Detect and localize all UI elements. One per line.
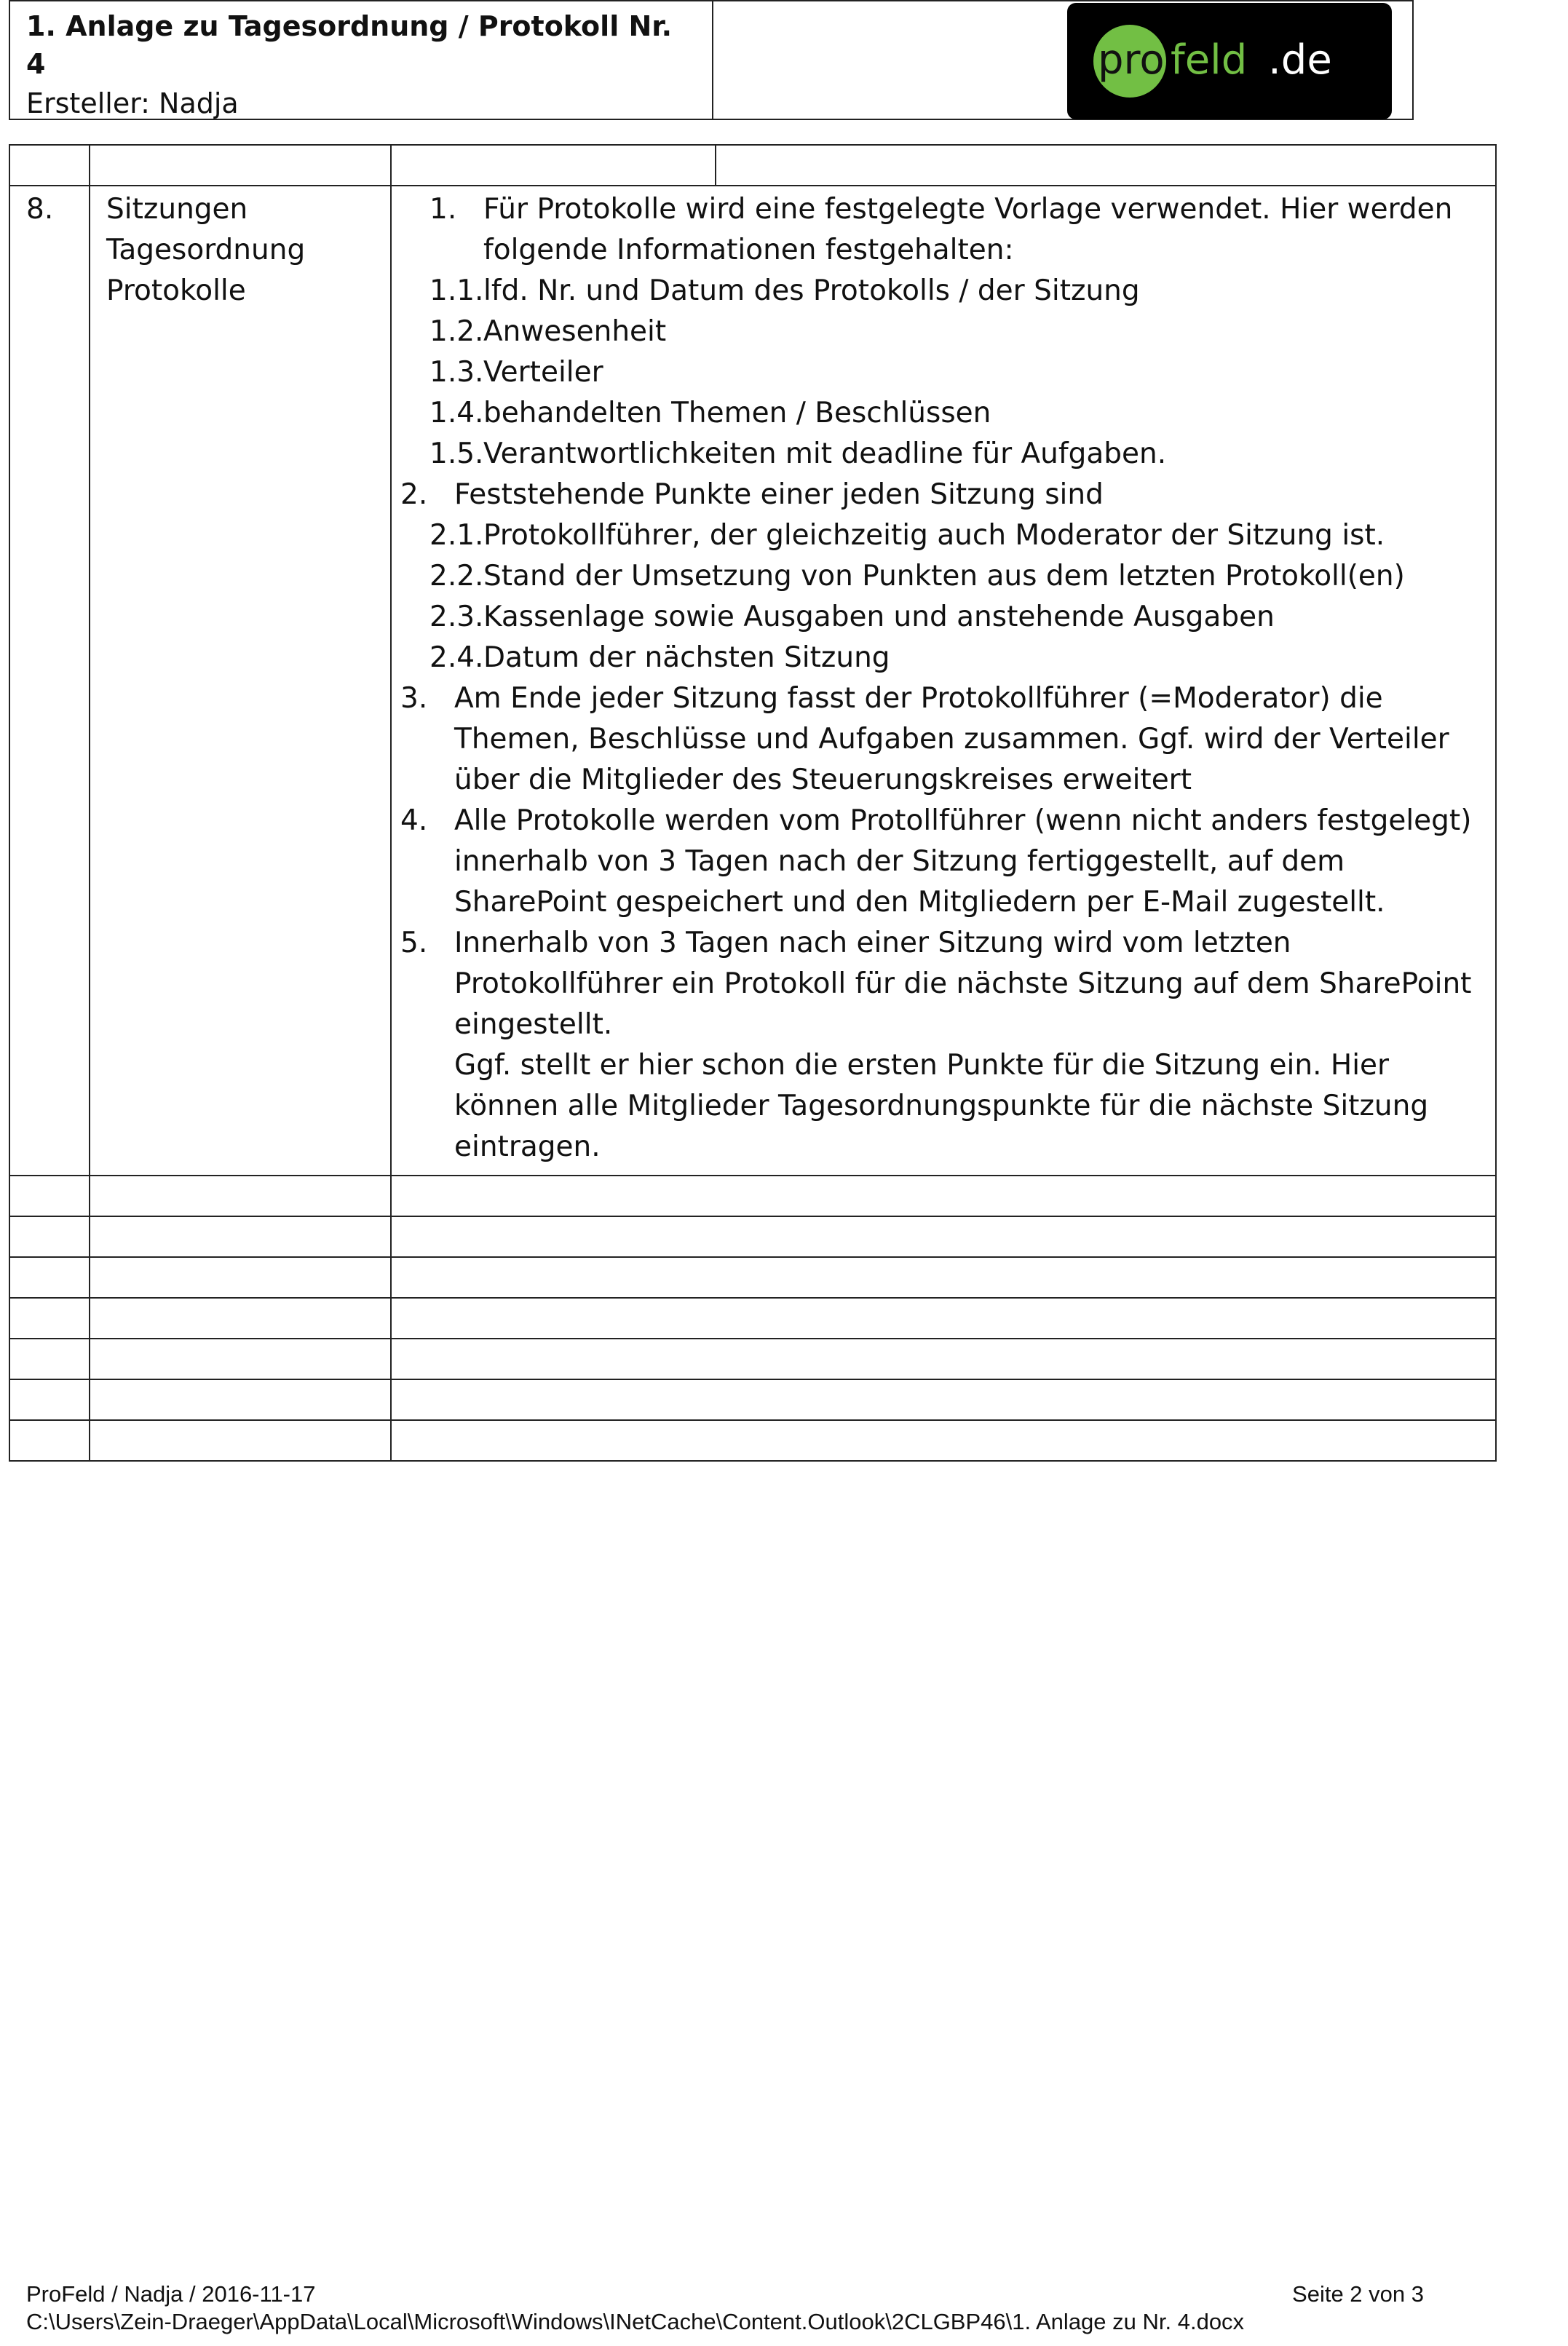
topic-line: Tagesordnung [106, 234, 306, 266]
table-header-row [9, 145, 1496, 186]
list-number: 1.2. [429, 315, 484, 348]
topic-line: Protokolle [106, 274, 246, 307]
list-text: Verteiler [483, 356, 603, 389]
list-text: Anwesenheit [483, 315, 667, 348]
list-text: behandelten Themen / Beschlüssen [483, 397, 991, 429]
list-text: Protokollführer, der gleichzeitig auch Moderator der Sitzung ist. [483, 519, 1385, 552]
table-row-8 [9, 186, 1496, 1176]
table-cell [90, 1298, 391, 1339]
table-cell [391, 1420, 1496, 1461]
table-cell [90, 1216, 391, 1257]
list-text: Innerhalb von 3 Tagen nach einer Sitzung wird vom letzten Protokollführer ein Protokoll für die nächste Sitzung auf dem SharePoint eingestellt. [454, 927, 1472, 1041]
list-text: Kassenlage sowie Ausgaben und anstehende Ausgaben [483, 601, 1275, 633]
row-topic [90, 186, 391, 1176]
list-number: 2.2. [429, 560, 484, 593]
list-text: Datum der nächsten Sitzung [483, 641, 890, 674]
list-item-continuation: Ggf. stellt er hier schon die ersten Punkte für die Sitzung ein. Hier können alle Mitglieder Tagesordnungspunkte für die nächste Sitzung eintragen. [454, 1049, 1429, 1163]
list-number: 1.1. [429, 274, 484, 307]
table-cell [9, 145, 90, 186]
table-cell [9, 1298, 90, 1339]
list-item [400, 352, 1482, 393]
logo-text-pro: pro [1098, 36, 1165, 84]
list-number: 2.1. [429, 519, 484, 552]
list-item [400, 801, 1482, 923]
list-number: 1.4. [429, 397, 484, 429]
table-cell [90, 1257, 391, 1298]
list-number: 2. [400, 478, 428, 511]
table-cell [9, 1420, 90, 1461]
table-cell [90, 1420, 391, 1461]
document-author: Ersteller: Nadja [26, 87, 239, 119]
page-number: Seite 2 von 3 [1292, 2281, 1424, 2307]
profeld-logo [1067, 3, 1392, 119]
list-item [400, 312, 1482, 352]
list-number: 3. [400, 682, 428, 715]
list-text: Verantwortlichkeiten mit deadline für Aufgaben. [483, 437, 1167, 470]
list-item [400, 638, 1482, 678]
footer-row [26, 2280, 1518, 2308]
list-item [400, 515, 1482, 556]
table-cell [391, 1339, 1496, 1379]
table-row [9, 1298, 1496, 1339]
table-row [9, 1339, 1496, 1379]
list-number: 2.4. [429, 641, 484, 674]
table-cell [391, 1379, 1496, 1420]
list-number: 1.3. [429, 356, 484, 389]
table-cell [9, 1257, 90, 1298]
list-item [400, 475, 1482, 515]
table-row [9, 1216, 1496, 1257]
list-item [400, 556, 1482, 597]
table-cell [716, 145, 1496, 186]
list-text: Alle Protokolle werden vom Protollführer (wenn nicht anders festgelegt) innerhalb von 3 Tagen nach der Sitzung fertiggestellt, auf dem SharePoint gespeichert und den Mitgliedern per E-Mail zugestellt. [454, 804, 1472, 919]
list-item [400, 434, 1482, 475]
footer-file-path: C:\Users\Zein-Draeger\AppData\Local\Microsoft\Windows\INetCache\Content.Outlook\2CLGBP46\1. Anlage zu Nr. 4.docx [26, 2309, 1245, 2334]
list-number: 5. [400, 927, 428, 959]
table-row [9, 1176, 1496, 1216]
table-cell [90, 1339, 391, 1379]
list-item [400, 271, 1482, 312]
agenda-table [9, 144, 1497, 1462]
header-logo-cell [713, 1, 1412, 119]
list-text: Feststehende Punkte einer jeden Sitzung sind [454, 478, 1104, 511]
list-text: Am Ende jeder Sitzung fasst der Protokollführer (=Moderator) die Themen, Beschlüsse und Aufgaben zusammen. Ggf. wird der Verteiler über die Mitglieder des Steuerungskreises erweitert [454, 682, 1449, 796]
table-cell [9, 1176, 90, 1216]
list-item [400, 189, 1482, 271]
list-item [400, 393, 1482, 434]
table-cell [391, 1257, 1496, 1298]
document-title: 1. Anlage zu Tagesordnung / Protokoll Nr. 4 [26, 10, 673, 80]
list-item [400, 597, 1482, 638]
table-cell [9, 1379, 90, 1420]
list-text: Für Protokolle wird eine festgelegte Vorlage verwendet. Hier werden folgende Informationen festgehalten: [483, 193, 1453, 266]
row-number: 8. [9, 186, 90, 1176]
table-row [9, 1379, 1496, 1420]
document-header [9, 0, 1414, 120]
list-number: 2.3. [429, 601, 484, 633]
list-text: Stand der Umsetzung von Punkten aus dem letzten Protokoll(en) [483, 560, 1405, 593]
page-footer [26, 2280, 1518, 2336]
table-cell [90, 145, 391, 186]
list-item [400, 923, 1482, 1045]
row-details [391, 186, 1496, 1176]
list-number: 4. [400, 804, 428, 837]
logo-text-feld: feld [1171, 36, 1248, 84]
logo-text-de: .de [1268, 36, 1332, 84]
list-number: 1. [429, 193, 457, 226]
table-cell [9, 1339, 90, 1379]
table-row [9, 1420, 1496, 1461]
header-text-cell [10, 1, 713, 119]
table-row [9, 1257, 1496, 1298]
list-item [400, 678, 1482, 801]
list-text: lfd. Nr. und Datum des Protokolls / der Sitzung [483, 274, 1140, 307]
table-cell [391, 145, 716, 186]
table-cell [9, 1216, 90, 1257]
footer-meta: ProFeld / Nadja / 2016-11-17 [26, 2281, 316, 2307]
table-cell [391, 1176, 1496, 1216]
table-cell [391, 1216, 1496, 1257]
list-number: 1.5. [429, 437, 484, 470]
table-cell [90, 1379, 391, 1420]
table-cell [90, 1176, 391, 1216]
table-cell [391, 1298, 1496, 1339]
topic-line: Sitzungen [106, 193, 248, 226]
